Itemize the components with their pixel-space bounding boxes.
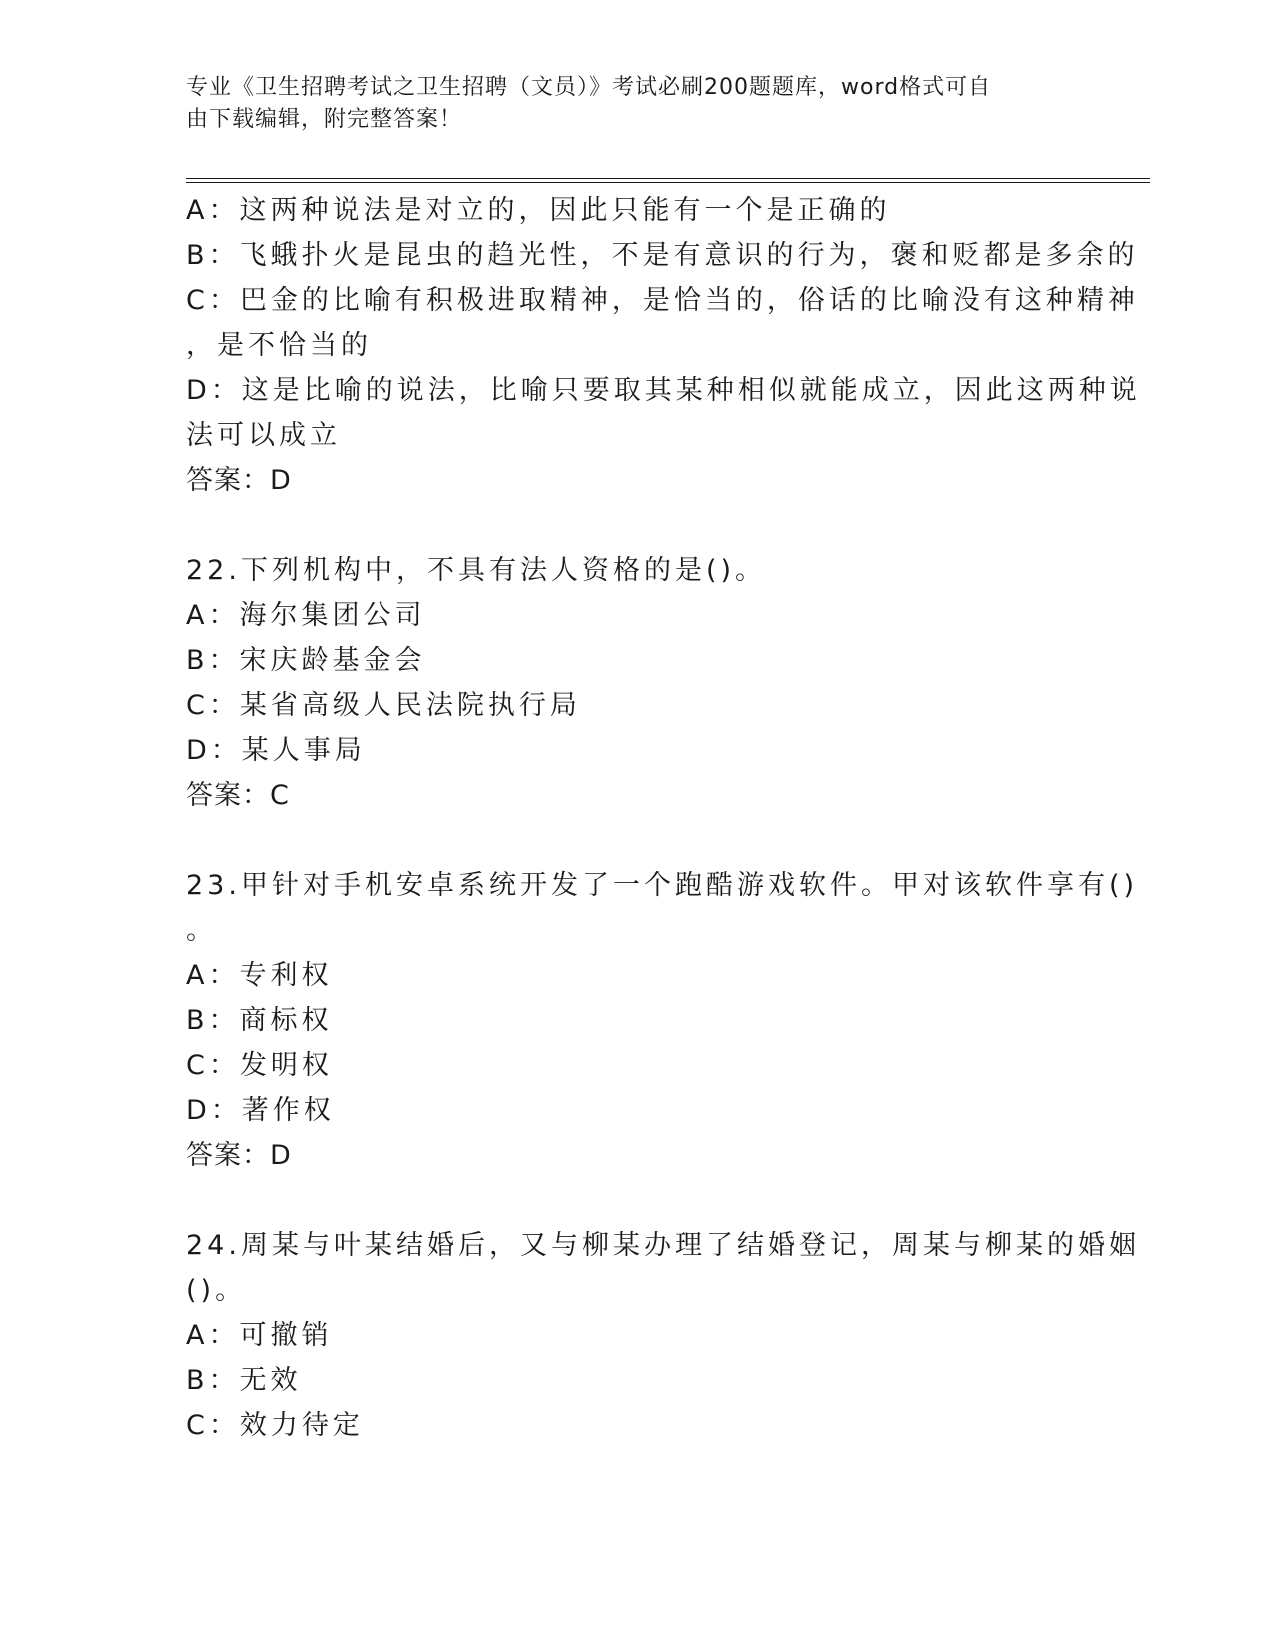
question-stem-line-2: 。	[186, 915, 217, 946]
option-d: D：著作权	[186, 1095, 335, 1126]
option-d-line-2: 法可以成立	[186, 420, 341, 451]
option-c: C：某省高级人民法院执行局	[186, 690, 581, 721]
option-b: B：商标权	[186, 1005, 333, 1036]
spacer	[186, 818, 1086, 863]
header-line-1: 专业《卫生招聘考试之卫生招聘（文员）》考试必刷200题题库，word格式可自	[186, 75, 992, 100]
header-rule-top	[186, 178, 1150, 179]
answer-label: 答案：D	[186, 1140, 292, 1171]
option-c: C：效力待定	[186, 1410, 364, 1441]
option-c-line-1: C：巴金的比喻有积极进取精神，是恰当的，俗话的比喻没有这种精神	[186, 285, 1139, 316]
question-22	[186, 548, 1086, 818]
header-rule-bottom	[186, 182, 1150, 183]
answer-label: 答案：D	[186, 465, 292, 496]
question-stem-line-1: 23.甲针对手机安卓系统开发了一个跑酷游戏软件。甲对该软件享有()	[186, 870, 1139, 901]
question-stem-line-1: 24.周某与叶某结婚后，又与柳某办理了结婚登记，周某与柳某的婚姻	[186, 1230, 1140, 1261]
header-line-2: 由下载编辑，附完整答案！	[186, 107, 463, 132]
option-d-line-1: D：这是比喻的说法，比喻只要取其某种相似就能成立，因此这两种说	[186, 375, 1141, 406]
option-a: A：可撤销	[186, 1320, 333, 1351]
option-b-line: B：飞蛾扑火是昆虫的趋光性，不是有意识的行为，褒和贬都是多余的	[186, 240, 1139, 271]
option-b: B：宋庆龄基金会	[186, 645, 426, 676]
question-stem-line-2: ()。	[186, 1275, 247, 1306]
option-c-line-2: ，是不恰当的	[186, 330, 372, 361]
spacer	[186, 1178, 1086, 1223]
option-b: B：无效	[186, 1365, 302, 1396]
answer-label: 答案：C	[186, 780, 290, 811]
option-a: A：专利权	[186, 960, 333, 991]
question-stem: 22.下列机构中，不具有法人资格的是()。	[186, 555, 767, 586]
document-header	[186, 72, 1066, 136]
option-c: C：发明权	[186, 1050, 333, 1081]
document-content	[186, 188, 1141, 1448]
question-23	[186, 863, 1139, 1178]
option-a-line: A：这两种说法是对立的，因此只能有一个是正确的	[186, 195, 891, 226]
spacer	[186, 503, 1086, 548]
option-a: A：海尔集团公司	[186, 600, 426, 631]
question-21-continuation	[186, 188, 1141, 503]
option-d: D：某人事局	[186, 735, 366, 766]
question-24	[186, 1223, 1140, 1448]
